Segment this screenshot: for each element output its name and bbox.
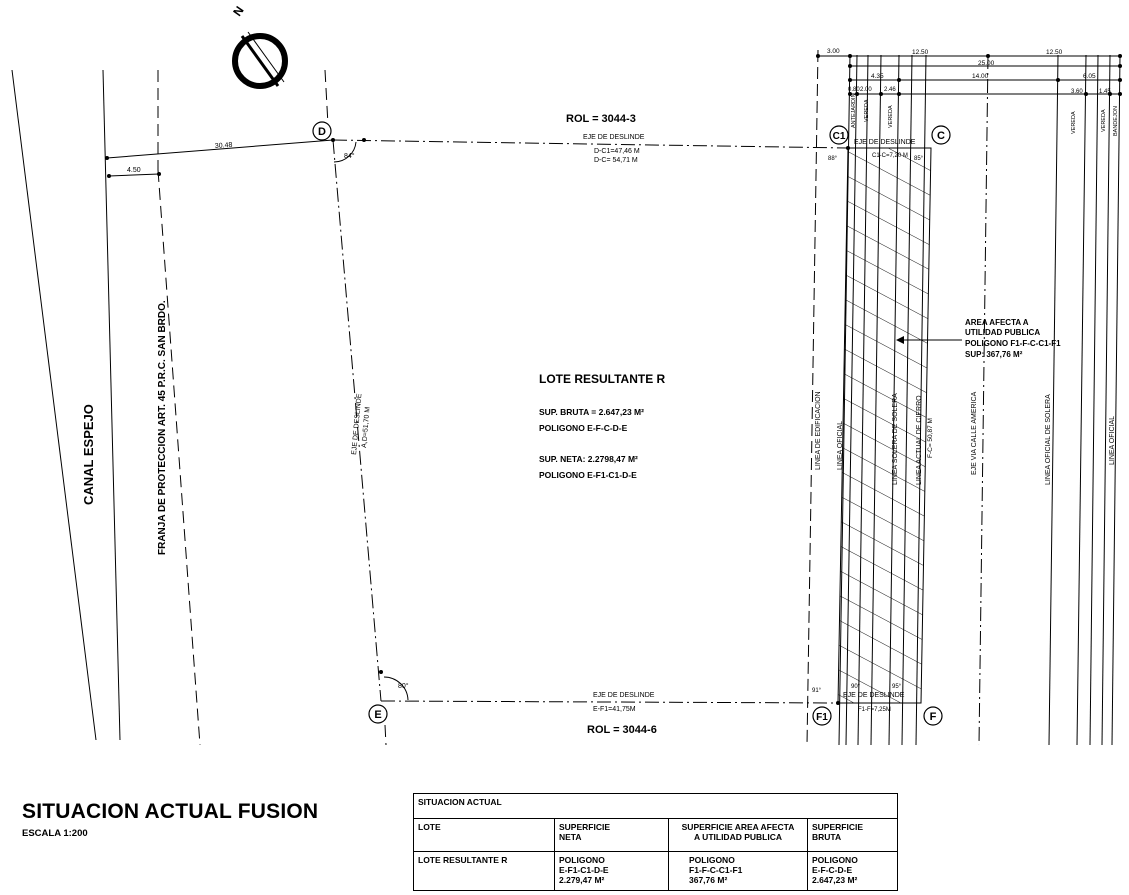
dim-145: 1.45 bbox=[1099, 89, 1111, 95]
linea-edificacion-label: LINEA DE EDIFICACION bbox=[815, 391, 822, 470]
rol-bottom: ROL = 3044-6 bbox=[587, 724, 657, 736]
angle-f1: 91° bbox=[812, 688, 822, 694]
vereda-label-2: VEREDA bbox=[888, 105, 894, 128]
area-afecta-4: SUP: 367,76 M² bbox=[965, 350, 1023, 359]
dim-dot bbox=[105, 156, 109, 160]
header-bruta bbox=[808, 819, 898, 852]
franja-label: FRANJA DE PROTECCION ART. 45 P.R.C. SAN BRDO. bbox=[157, 300, 168, 555]
cell-lote bbox=[414, 852, 555, 891]
dim-1250b: 12.50 bbox=[1046, 49, 1063, 56]
linea-oficial-right-label: LINEA OFICIAL bbox=[1109, 415, 1116, 465]
dim-3000: 3.00 bbox=[827, 48, 840, 55]
angle-d: 84° bbox=[344, 153, 355, 160]
dim-605: 6.05 bbox=[1083, 73, 1096, 80]
dist-ad: A,D=51,70 M bbox=[361, 406, 372, 449]
header-neta-text: SUPERFICIE NETA bbox=[559, 822, 611, 842]
plan-scale: ESCALA 1:200 bbox=[22, 828, 88, 839]
cell-afecta-text: POLIGONO F1-F-C-C1-F1 367,76 M² bbox=[689, 855, 743, 885]
poligono-bruta: POLIGONO E-F-C-D-E bbox=[539, 423, 628, 433]
dim-dot bbox=[897, 92, 901, 96]
dim-dot bbox=[1118, 78, 1122, 82]
svg-text:D: D bbox=[318, 126, 326, 138]
svg-text:C1: C1 bbox=[832, 131, 846, 142]
line bbox=[1077, 55, 1086, 745]
boundary-top bbox=[333, 140, 848, 148]
eje-via-label: EJE VIA CALLE AMERICA bbox=[971, 391, 978, 475]
line bbox=[1102, 55, 1110, 745]
dist-dc: D-C= 54,71 M bbox=[594, 157, 638, 164]
table-caption-row bbox=[414, 794, 898, 819]
cell-neta-text: POLIGONO E-F1-C1-D-E 2.279,47 M² bbox=[559, 855, 609, 885]
dim-dot bbox=[986, 54, 990, 58]
north-arrow-icon bbox=[230, 4, 285, 86]
angle-f: 95° bbox=[892, 684, 902, 690]
dist-ef1: E-F1=41,75M bbox=[593, 706, 636, 713]
table-header-row bbox=[414, 819, 898, 852]
dim-2500: 25.00 bbox=[978, 60, 995, 67]
eje-bottom: EJE DE DESLINDE bbox=[593, 692, 655, 699]
situacion-table bbox=[413, 793, 898, 891]
antejardin-label: ANTEJARDIN bbox=[851, 93, 857, 128]
cell-lote-text: LOTE RESULTANTE R bbox=[418, 855, 508, 865]
eje-via bbox=[979, 55, 988, 745]
dim-246: 2.46 bbox=[884, 87, 896, 93]
point-e bbox=[369, 705, 387, 723]
line bbox=[1112, 55, 1120, 745]
dim-080: 0.80 bbox=[848, 87, 860, 93]
dim-1400: 14.00 bbox=[972, 73, 989, 80]
header-afecta-text: SUPERFICIE AREA AFECTA A UTILIDAD PUBLICA bbox=[681, 822, 795, 842]
cell-bruta-text: POLIGONO E-F-C-D-E 2.647,23 M² bbox=[812, 855, 858, 885]
dim-450: 4.50 bbox=[127, 167, 141, 174]
area-afecta-3: POLIGONO F1-F-C-C1-F1 bbox=[965, 339, 1061, 348]
line bbox=[1090, 55, 1098, 745]
header-bruta-text: SUPERFICIE BRUTA bbox=[812, 822, 864, 842]
table-row bbox=[414, 852, 898, 891]
rol-top: ROL = 3044-3 bbox=[566, 113, 636, 125]
vertex-dot bbox=[379, 670, 383, 674]
sup-bruta: SUP. BRUTA = 2.647,23 M² bbox=[539, 407, 644, 417]
vertex-dot bbox=[362, 138, 366, 142]
dist-dc1: D-C1=47,46 M bbox=[594, 148, 640, 155]
bandejon-label: BANDEJON bbox=[1113, 106, 1119, 136]
svg-text:F: F bbox=[929, 711, 937, 723]
canal-label: CANAL ESPEJO bbox=[81, 404, 96, 505]
dim-dot bbox=[107, 174, 111, 178]
header-neta bbox=[555, 819, 669, 852]
angle-c1: 88° bbox=[828, 156, 838, 162]
canal-edge-right bbox=[103, 70, 120, 740]
dim-dot bbox=[848, 64, 852, 68]
header-lote bbox=[414, 819, 555, 852]
header-lote-text: LOTE bbox=[418, 822, 441, 832]
dim-435: 4.35 bbox=[871, 73, 884, 80]
dim-dot bbox=[848, 78, 852, 82]
linea-solera-label: LINEA SOLERA DE SOLERA bbox=[892, 393, 899, 485]
dim-dot bbox=[1118, 92, 1122, 96]
angle-f1b: 90° bbox=[851, 684, 861, 690]
vereda-label-4: VEREDA bbox=[1101, 109, 1107, 132]
linea-oficial-solera-label: LINEA OFICIAL DE SOLERA bbox=[1045, 394, 1052, 485]
svg-text:N: N bbox=[230, 3, 247, 19]
dim-450-line bbox=[109, 174, 159, 176]
point-d bbox=[313, 122, 331, 140]
dim-dot bbox=[1056, 78, 1060, 82]
dim-360: 3.60 bbox=[1071, 89, 1083, 95]
eje-top: EJE DE DESLINDE bbox=[583, 134, 645, 141]
linea-oficial-label: LINEA OFICIAL bbox=[837, 420, 844, 470]
dist-f1f: F1-F=7,25M bbox=[858, 707, 891, 713]
poligono-neta: POLIGONO E-F1-C1-D-E bbox=[539, 470, 637, 480]
dim-dot bbox=[1118, 64, 1122, 68]
dim-dot bbox=[157, 172, 161, 176]
svg-text:F1: F1 bbox=[816, 712, 828, 723]
eje-f1f: EJE DE DESLINDE bbox=[843, 692, 905, 699]
plan-title: SITUACION ACTUAL FUSION bbox=[22, 800, 319, 823]
boundary-bottom bbox=[381, 701, 838, 703]
left-boundary-bottom bbox=[385, 725, 386, 745]
cell-afecta bbox=[669, 852, 808, 891]
dim-1250a: 12.50 bbox=[912, 49, 929, 56]
svg-text:C: C bbox=[937, 130, 945, 142]
vereda-label-1: VEREDA bbox=[864, 99, 870, 122]
dim-dot bbox=[897, 78, 901, 82]
eje-c1c: EJE DE DESLINDE bbox=[854, 139, 916, 146]
cell-neta bbox=[555, 852, 669, 891]
left-boundary-top bbox=[325, 70, 328, 125]
point-f1 bbox=[813, 707, 831, 725]
area-afecta-1: AREA AFECTA A bbox=[965, 318, 1029, 327]
dim-dot bbox=[848, 54, 852, 58]
svg-text:E: E bbox=[374, 709, 382, 721]
linea-cierro-label: LINEA ACTUAL DE CIERRO bbox=[916, 395, 923, 485]
dist-fc: F-C= 50,87 M bbox=[927, 418, 934, 458]
dim-dot bbox=[1084, 92, 1088, 96]
dim-3048: 30.48 bbox=[214, 141, 233, 150]
angle-c: 85° bbox=[914, 156, 924, 162]
table-caption: SITUACION ACTUAL bbox=[414, 794, 898, 819]
cell-bruta bbox=[808, 852, 898, 891]
dim-dot bbox=[816, 54, 820, 58]
dist-c1c: C1-C=7,20 M bbox=[872, 153, 908, 159]
point-c bbox=[932, 126, 950, 144]
lote-title: LOTE RESULTANTE R bbox=[539, 372, 666, 386]
dim-dot bbox=[879, 92, 883, 96]
eje-left: EJE DE DESLINDE bbox=[351, 393, 364, 456]
sup-neta: SUP. NETA: 2.2798,47 M² bbox=[539, 454, 638, 464]
point-f bbox=[924, 707, 942, 725]
dim-dot bbox=[1118, 54, 1122, 58]
area-afecta-2: UTILIDAD PUBLICA bbox=[965, 328, 1041, 337]
vereda-label-3: VEREDA bbox=[1071, 111, 1077, 134]
angle-e: 80° bbox=[398, 683, 409, 690]
dim-200: 2.00 bbox=[860, 87, 872, 93]
header-afecta bbox=[669, 819, 808, 852]
point-c1 bbox=[830, 126, 848, 144]
